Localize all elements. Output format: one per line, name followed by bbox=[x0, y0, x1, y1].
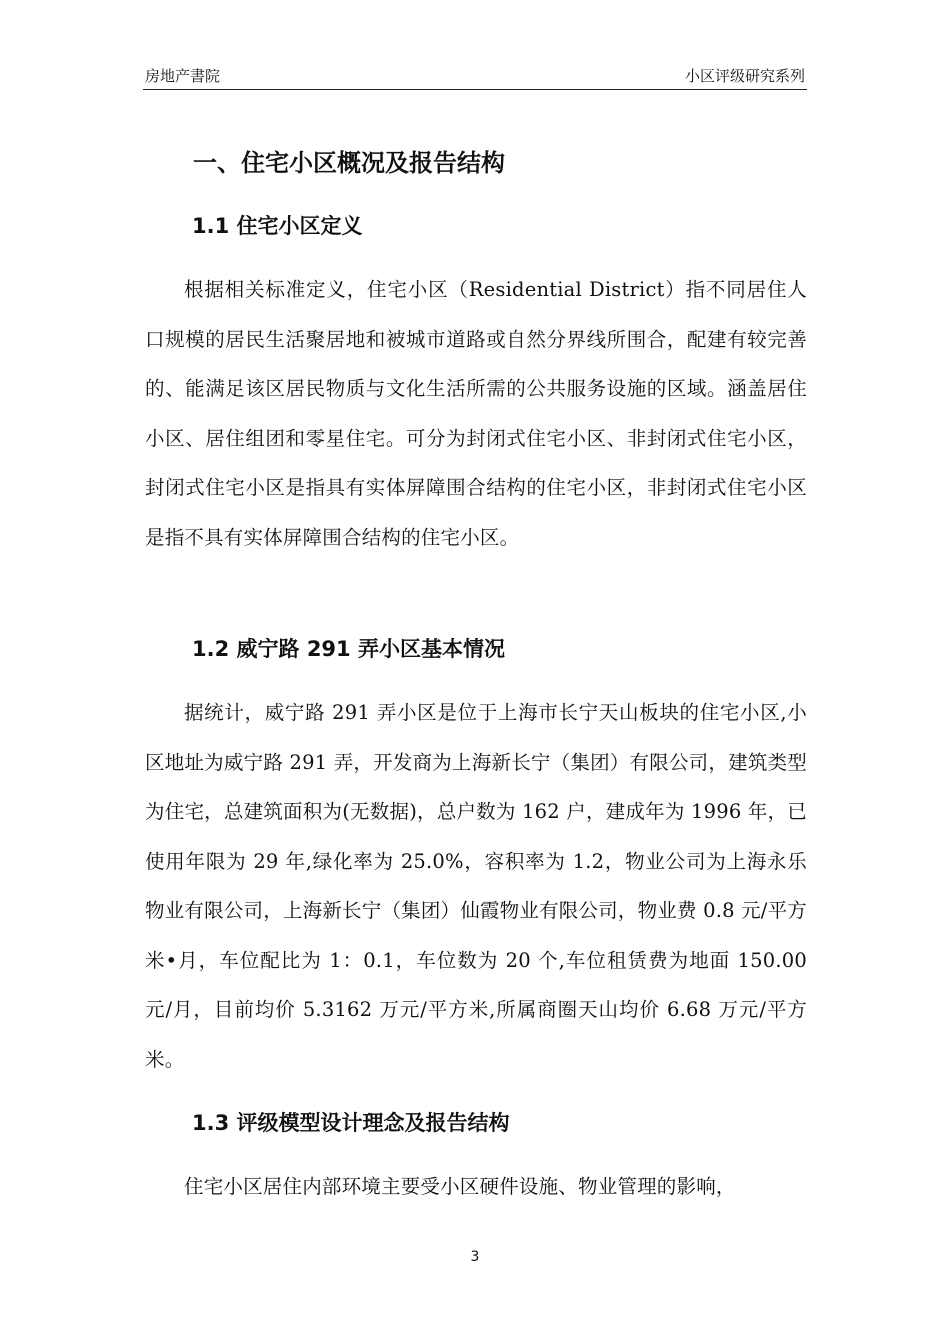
header-divider bbox=[143, 89, 807, 90]
section-1-2-paragraph: 据统计，威宁路 291 弄小区是位于上海市长宁天山板块的住宅小区,小区地址为威宁路 291 弄，开发商为上海新长宁（集团）有限公司，建筑类型为住宅，总建筑面积为(无数据)，总户数为 162 户，建成年为 1996 年，已使用年限为 29 年,绿化率为 25.0%，容积率为 1.2，物业公司为上海永乐物业有限公司，上海新长宁（集团）仙霞物业有限公司，物业费 0.8 元/平方米•月，车位配比为 1：0.1，车位数为 20 个,车位租赁费为地面 150.00 元/月，目前均价 5.3162 万元/平方米,所属商圈天山均价 6.68 万元/平方米。 bbox=[145, 701, 807, 1071]
header-right-title: 小区评级研究系列 bbox=[684, 67, 805, 85]
header-left-title: 房地产書院 bbox=[145, 67, 221, 85]
section-1-2-heading: 1.2 威宁路 291 弄小区基本情况 bbox=[192, 637, 505, 661]
page-number: 3 bbox=[470, 1249, 480, 1265]
section-1-3-paragraph: 住宅小区居住内部环境主要受小区硬件设施、物业管理的影响， bbox=[184, 1175, 736, 1198]
section-1-heading: 一、住宅小区概况及报告结构 bbox=[193, 149, 505, 177]
section-1-1-heading: 1.1 住宅小区定义 bbox=[192, 214, 363, 238]
section-1-3-heading: 1.3 评级模型设计理念及报告结构 bbox=[192, 1111, 510, 1135]
section-1-1-paragraph: 根据相关标准定义，住宅小区（Residential District）指不同居住人口规模的居民生活聚居地和被城市道路或自然分界线所围合，配建有较完善的、能满足该区居民物质与文化生活所需的公共服务设施的区域。涵盖居住小区、居住组团和零星住宅。可分为封闭式住宅小区、非封闭式住宅小区，封闭式住宅小区是指具有实体屏障围合结构的住宅小区，非封闭式住宅小区是指不具有实体屏障围合结构的住宅小区。 bbox=[145, 278, 807, 549]
